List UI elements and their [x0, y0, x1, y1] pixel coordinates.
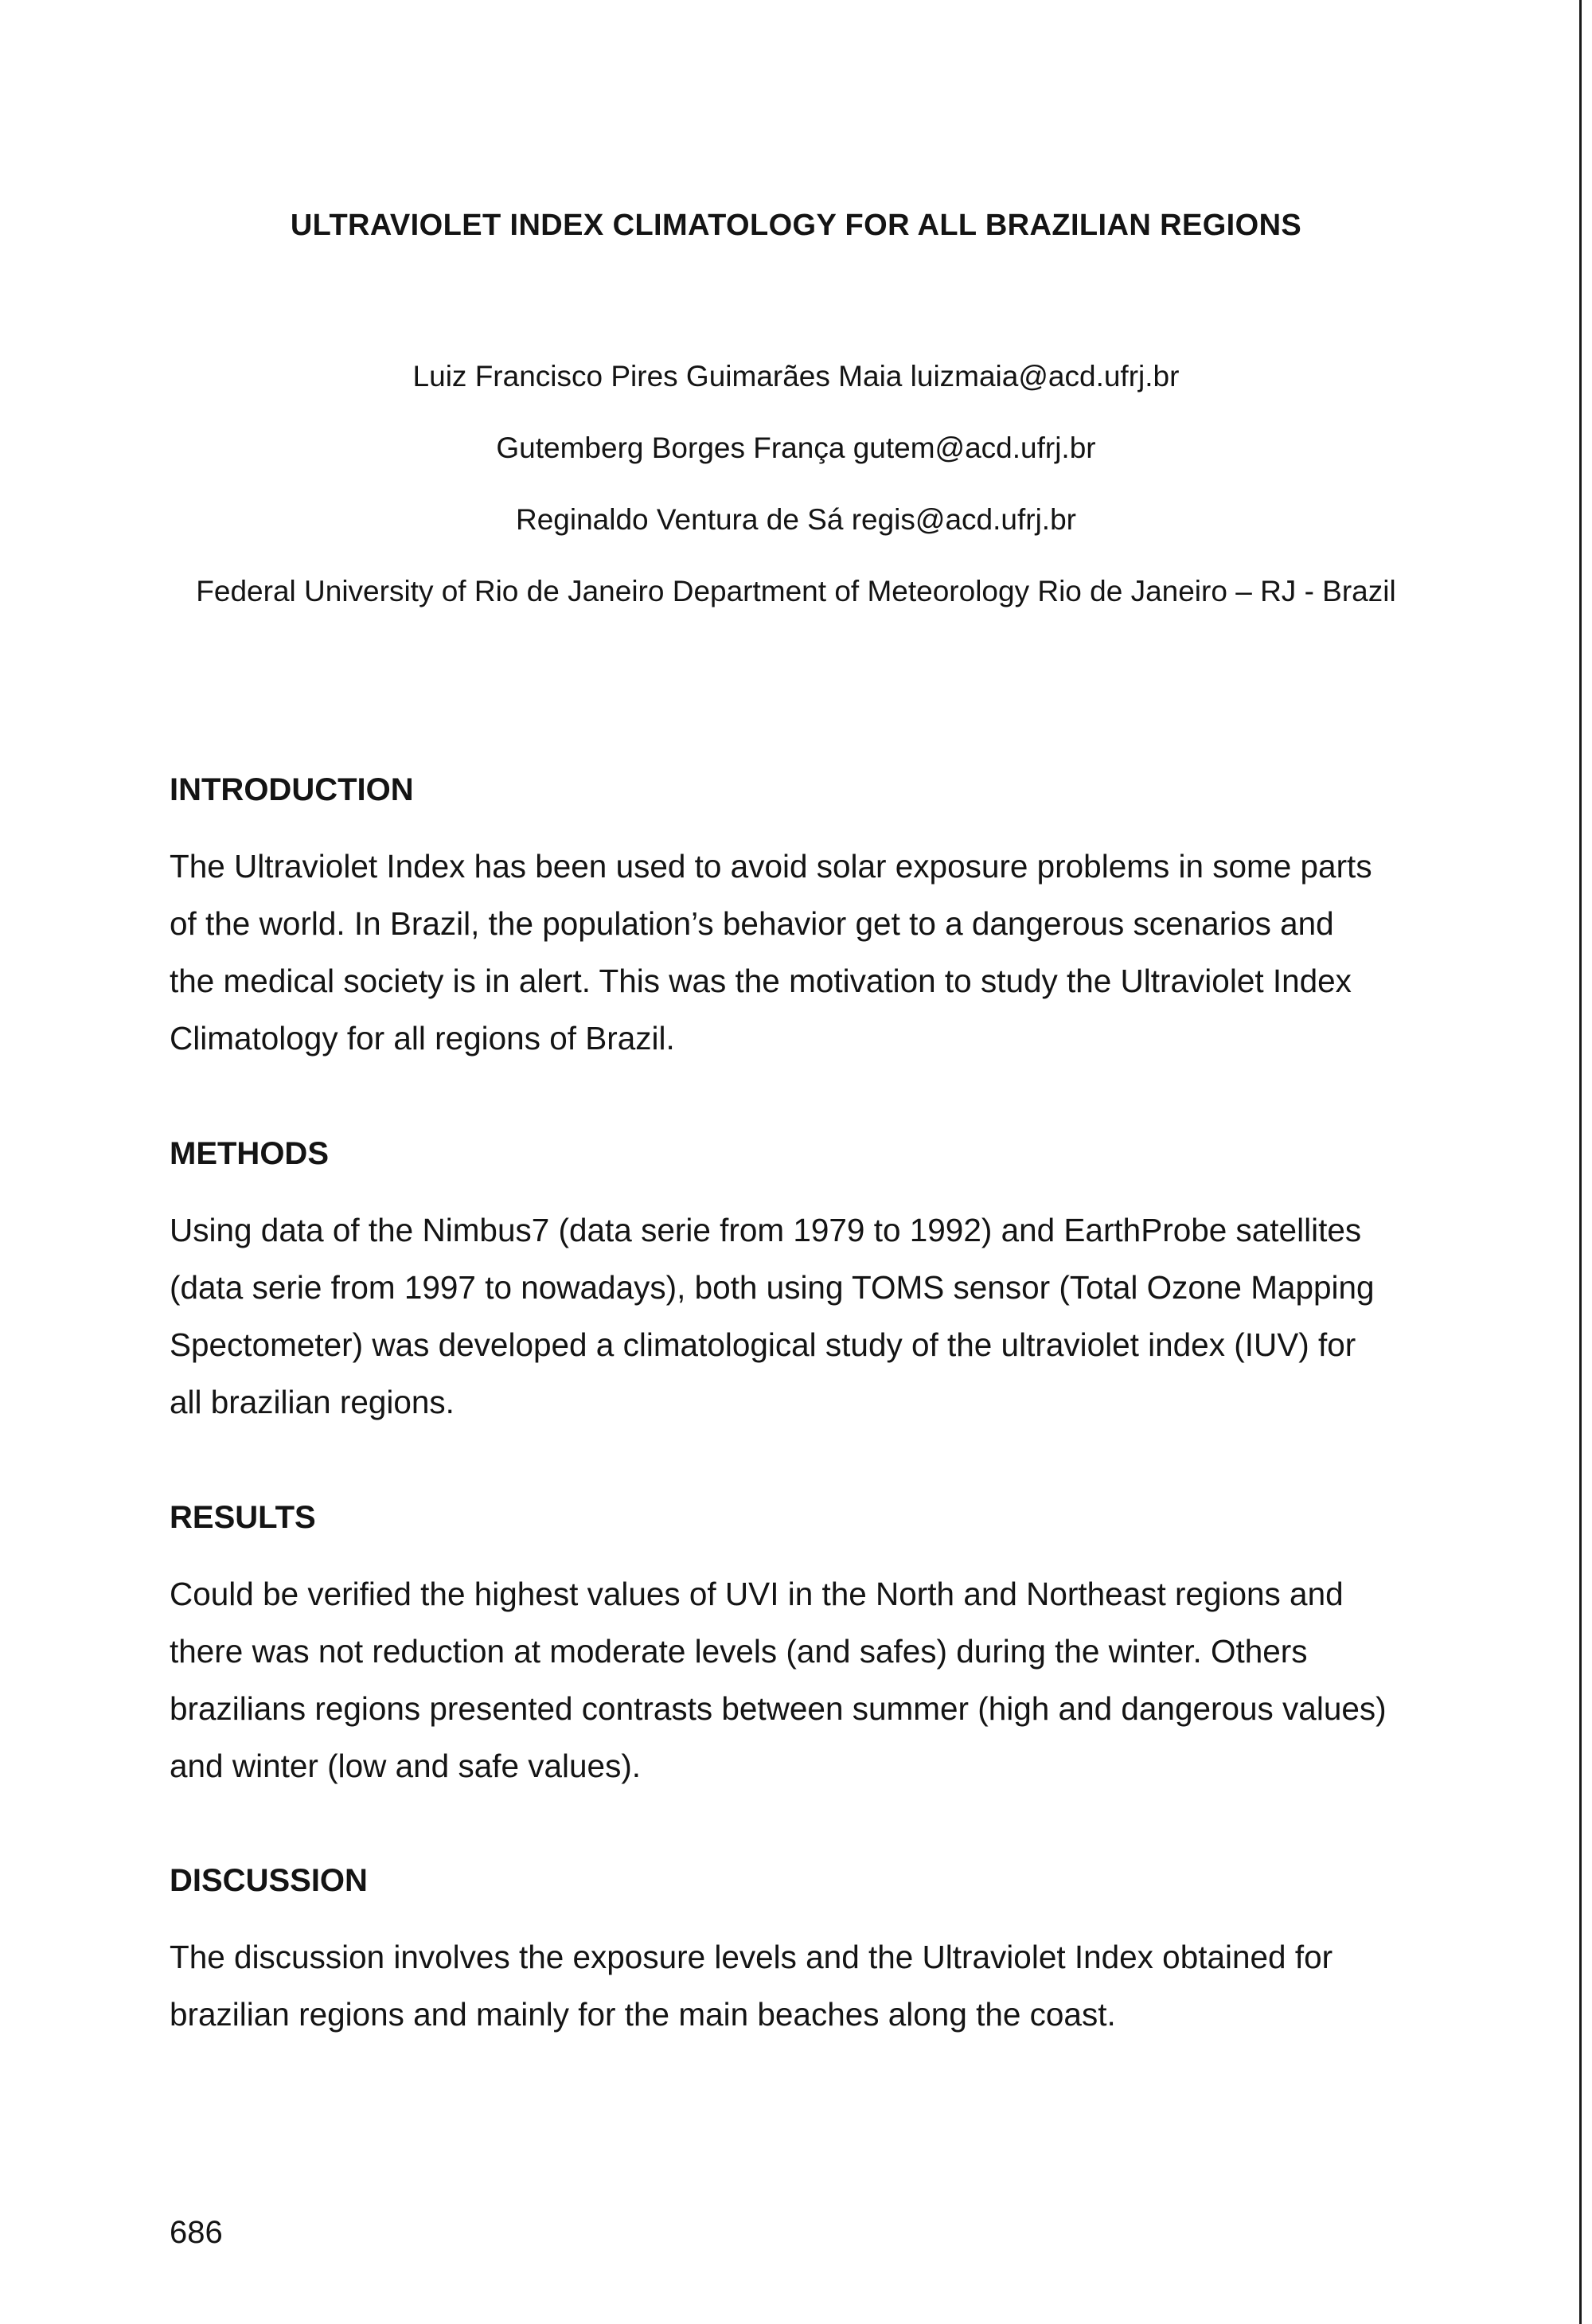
author-1: Luiz Francisco Pires Guimarães Maia luizmaia@acd.ufrj.br [412, 360, 1180, 393]
introduction-line: The Ultraviolet Index has been used to avoid solar exposure problems in some parts [170, 848, 1372, 885]
page-number: 686 [170, 2215, 223, 2250]
author-3: Reginaldo Ventura de Sá regis@acd.ufrj.br [516, 503, 1076, 536]
results-heading: RESULTS [170, 1500, 316, 1535]
introduction-line: the medical society is in alert. This was the motivation to study the Ultraviolet Index [170, 963, 1352, 999]
methods-line: Using data of the Nimbus7 (data serie from 1979 to 1992) and EarthProbe satellites [170, 1212, 1362, 1248]
methods-body [170, 1201, 1427, 1431]
introduction-heading: INTRODUCTION [170, 772, 414, 807]
methods-heading: METHODS [170, 1136, 329, 1171]
discussion-line: The discussion involves the exposure levels and the Ultraviolet Index obtained for [170, 1939, 1333, 1975]
results-line: and winter (low and safe values). [170, 1748, 642, 1784]
introduction-line: Climatology for all regions of Brazil. [170, 1020, 675, 1057]
discussion-heading: DISCUSSION [170, 1863, 368, 1898]
methods-line: all brazilian regions. [170, 1384, 455, 1420]
methods-line: Spectometer) was developed a climatological study of the ultraviolet index (IUV) for [170, 1326, 1356, 1363]
discussion-body [170, 1928, 1427, 2043]
author-2: Gutemberg Borges França gutem@acd.ufrj.br [496, 432, 1096, 464]
results-line: brazilians regions presented contrasts between summer (high and dangerous values) [170, 1690, 1387, 1727]
results-line: there was not reduction at moderate levels (and safes) during the winter. Others [170, 1633, 1308, 1670]
results-line: Could be verified the highest values of UVI in the North and Northeast regions and [170, 1576, 1344, 1612]
introduction-body [170, 838, 1427, 1067]
discussion-line: brazilian regions and mainly for the main beaches along the coast. [170, 1996, 1116, 2033]
affiliation: Federal University of Rio de Janeiro Department of Meteorology Rio de Janeiro – RJ - Brazil [196, 575, 1396, 607]
page-edge-border [1579, 0, 1582, 2324]
methods-line: (data serie from 1997 to nowadays), both using TOMS sensor (Total Ozone Mapping [170, 1269, 1375, 1306]
introduction-line: of the world. In Brazil, the population’s behavior get to a dangerous scenarios and [170, 905, 1334, 942]
results-body [170, 1565, 1427, 1795]
paper-title: ULTRAVIOLET INDEX CLIMATOLOGY FOR ALL BRAZILIAN REGIONS [290, 209, 1302, 242]
